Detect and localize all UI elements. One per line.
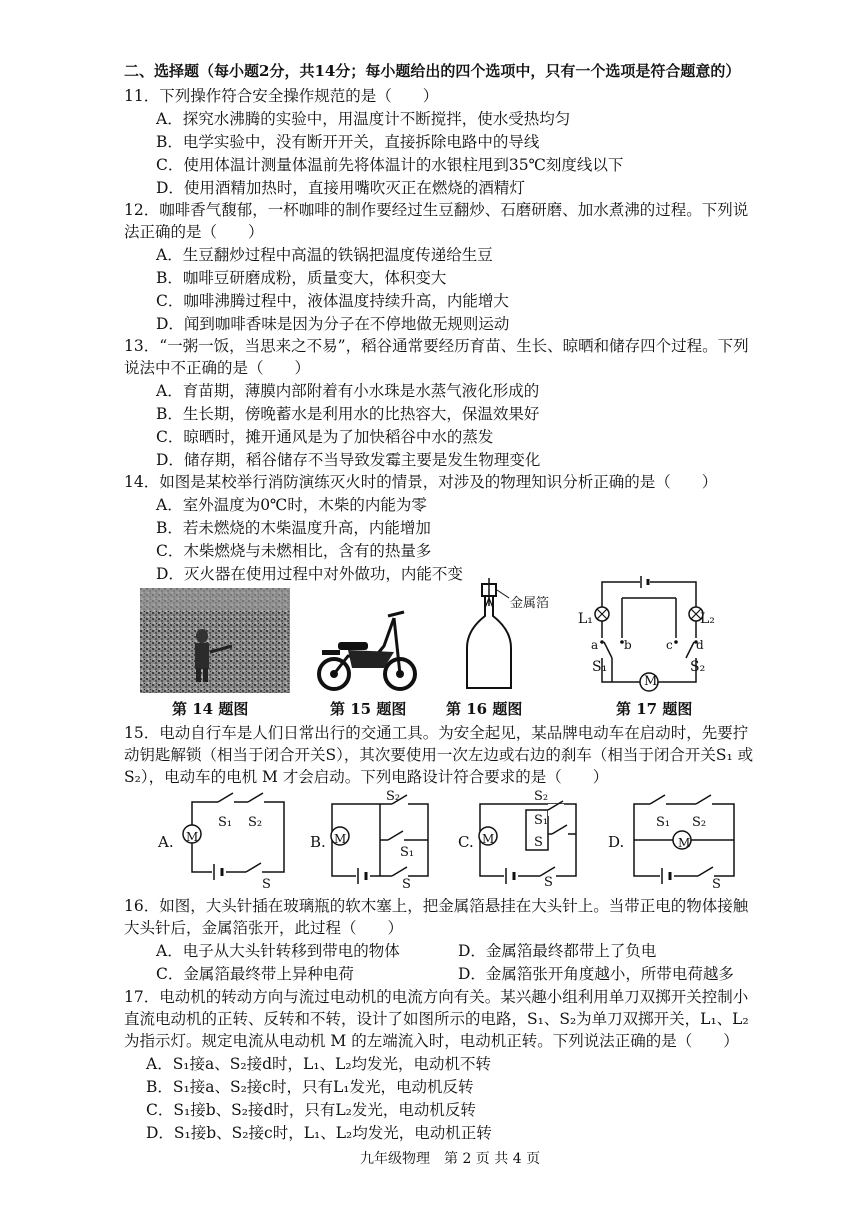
q15-opt-b-label: B.: [310, 833, 326, 851]
q15-b-s2: S₂: [386, 789, 401, 804]
q17-option-c: C．S₁接b、S₂接d时，只有L₂发光，电动机反转: [146, 1101, 476, 1119]
q15-opt-c-label: C.: [458, 833, 474, 851]
q13-option-b: B．生长期，傍晚蓄水是利用水的比热容大，保温效果好: [156, 405, 540, 423]
fig17-label-d: d: [696, 638, 704, 652]
q17-option-a: A．S₁接a、S₂接d时，L₁、L₂均发光，电动机不转: [146, 1055, 492, 1073]
q15-c-s: S: [544, 875, 553, 890]
fig17-caption: 第 17 题图: [616, 700, 693, 718]
q17-line1: 17．电动机的转动方向与流过电动机的电流方向有关。某兴趣小组利用单刀双掷开关控制小: [124, 988, 749, 1006]
q11-option-d: D．使用酒精加热时，直接用嘴吹灭正在燃烧的酒精灯: [156, 179, 525, 197]
q11-option-c: C．使用体温计测量体温前先将体温计的水银柱甩到35℃刻度线以下: [156, 156, 624, 174]
fig15-ebike: [312, 608, 422, 693]
q14-option-a: A．室外温度为0℃时，木柴的内能为零: [156, 496, 427, 514]
q15-c-s2: S₂: [534, 789, 549, 804]
q15-d-s2: S₂: [692, 815, 707, 830]
fig17-label-s2: S₂: [690, 659, 706, 675]
q16-option-b: D．金属箔最终都带上了负电: [458, 942, 657, 960]
fig15-caption: 第 15 题图: [330, 700, 407, 718]
fig17-label-b: b: [624, 638, 632, 652]
q17-option-b: B．S₁接a、S₂接c时，只有L₁发光，电动机反转: [146, 1078, 474, 1096]
q13-stem-line2: 说法中不正确的是（ ）: [124, 359, 311, 377]
fig16-bottle: [455, 574, 555, 694]
fig17-label-m: M: [644, 674, 658, 689]
q13-option-d: D．储存期，稻谷储存不当导致发霉主要是发生物理变化: [156, 451, 541, 469]
q14-option-c: C．木柴燃烧与未燃相比，含有的热量多: [156, 542, 432, 560]
q12-option-c: C．咖啡沸腾过程中，液体温度持续升高，内能增大: [156, 292, 509, 310]
q15-a-s2: S₂: [248, 815, 263, 830]
q15-b-s1: S₁: [400, 845, 415, 860]
fig14-photo: [140, 588, 290, 693]
page-footer: 九年级物理 第 2 页 共 4 页: [360, 1151, 541, 1167]
q15-opt-a-label: A.: [158, 833, 174, 851]
fig17-label-l1: L₁: [578, 611, 593, 627]
q13-stem-line1: 13．“一粥一饭，当思来之不易”，稻谷通常要经历育苗、生长、晾晒和储存四个过程。下列: [124, 337, 749, 355]
q17-option-d: D．S₁接b、S₂接c时，L₁、L₂均发光，电动机正转: [146, 1124, 492, 1142]
q17-line3: 为指示灯。规定电流从电动机 M 的左端流入时，电动机正转。下列说法正确的是（ ）: [124, 1032, 739, 1050]
fig17-label-s1: S₁: [592, 659, 608, 675]
q14-stem: 14．如图是某校举行消防演练灭火时的情景，对涉及的物理知识分析正确的是（ ）: [124, 473, 718, 491]
fig17-label-c: c: [666, 638, 673, 652]
q15-d-s: S: [712, 877, 721, 892]
q14-option-d: D．灭火器在使用过程中对外做功，内能不变: [156, 565, 463, 583]
q15-a-motor: M: [186, 830, 199, 844]
q16-option-c: C．金属箔最终带上异种电荷: [156, 965, 354, 983]
q15-c-motor: M: [482, 832, 495, 846]
q14-option-b: B．若未燃烧的木柴温度升高，内能增加: [156, 519, 431, 537]
q16-option-d: D．金属箔张开角度越小，所带电荷越多: [458, 965, 734, 983]
fig14-caption: 第 14 题图: [172, 700, 249, 718]
q12-option-b: B．咖啡豆研磨成粉，质量变大，体积变大: [156, 269, 447, 287]
q15-opt-d-label: D.: [608, 833, 625, 851]
q13-option-c: C．晾晒时，摊开通风是为了加快稻谷中水的蒸发: [156, 428, 494, 446]
q15-a-s: S: [262, 877, 271, 892]
q11-stem: 11．下列操作符合安全操作规范的是（ ）: [124, 87, 439, 105]
q15-line2: 动钥匙解锁（相当于闭合开关S），其次要使用一次左边或右边的刹车（相当于闭合开关S₁ 或: [124, 746, 754, 764]
section-header: 二、选择题（每小题2分，共14分；每小题给出的四个选项中，只有一个选项是符合题意的）: [124, 62, 741, 80]
fig17-label-a: a: [591, 638, 599, 652]
fig16-caption: 第 16 题图: [446, 700, 523, 718]
q16-line1: 16．如图，大头针插在玻璃瓶的软木塞上，把金属箔悬挂在大头针上。当带正电的物体接触: [124, 897, 749, 915]
q12-stem-line2: 法正确的是（ ）: [124, 223, 264, 241]
q16-line2: 大头针后，金属箔张开，此过程（ ）: [124, 919, 404, 937]
q13-option-a: A．育苗期，薄膜内部附着有小水珠是水蒸气液化形成的: [156, 382, 540, 400]
q11-option-a: A．探究水沸腾的实验中，用温度计不断搅拌，使水受热均匀: [156, 110, 571, 128]
fig16-foil-label: 金属箔: [510, 596, 550, 611]
q15-d-motor: M: [678, 836, 691, 850]
q15-b-motor: M: [334, 832, 347, 846]
q16-option-a: A．电子从大头针转移到带电的物体: [156, 942, 400, 960]
q12-stem-line1: 12．咖啡香气馥郁，一杯咖啡的制作要经过生豆翻炒、石磨研磨、加水煮沸的过程。下列说: [124, 201, 749, 219]
q15-line3: S₂），电动车的电机 M 才会启动。下列电路设计符合要求的是（ ）: [124, 768, 609, 786]
q17-line2: 直流电动机的正转、反转和不转，设计了如图所示的电路，S₁、S₂为单刀双掷开关，L₁、L₂: [124, 1010, 749, 1028]
q15-line1: 15．电动自行车是人们日常出行的交通工具。为安全起见，某品牌电动车在启动时，先要拧: [124, 724, 749, 742]
q12-option-a: A．生豆翻炒过程中高温的铁锅把温度传递给生豆: [156, 246, 493, 264]
q15-c-s1: S₁: [534, 813, 549, 828]
fig17-label-l2: L₂: [700, 611, 715, 627]
q15-b-s: S: [402, 877, 411, 892]
q11-option-b: B．电学实验中，没有断开开关，直接拆除电路中的导线: [156, 133, 540, 151]
q12-option-d: D．闻到咖啡香味是因为分子在不停地做无规则运动: [156, 315, 510, 333]
q15-d-s1: S₁: [656, 815, 671, 830]
q15-a-s1: S₁: [218, 815, 233, 830]
q15-c-s-inner: S: [534, 835, 543, 850]
